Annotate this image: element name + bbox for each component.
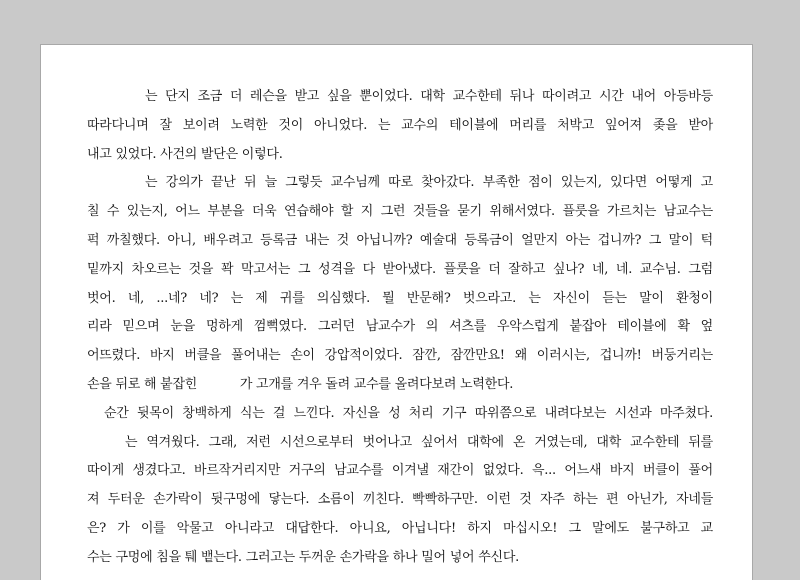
text-line-content: 벗어. 네, ...네? 네? 는 제 귀를 의심했다. 뭘 반문해? 벗으라고. 는 자신이 듣는 말이 환청이 [87, 290, 713, 306]
body-text [87, 83, 713, 573]
text-line [87, 313, 713, 342]
text-line-content: 퍽 까칠했다. 아니, 배우려고 등록금 내는 것 아닙니까? 예술대 등록금이 얼만지 아는 겁니까? 그 말이 턱 [87, 232, 713, 248]
text-line-content: 순간 뒷목이 창백하게 식는 걸 느낀다. 자신을 성 처리 기구 따위쯤으로 내려다보는 시선과 마주쳤다. [104, 405, 713, 421]
text-line-content: 는 역겨웠다. 그래, 저런 시선으로부터 벗어나고 싶어서 대학에 온 거였는데, 대학 교수한테 뒤를 [125, 434, 713, 450]
text-line [87, 515, 713, 544]
text-line [87, 227, 713, 256]
text-line [87, 486, 713, 515]
document-page [41, 45, 752, 580]
text-line [87, 169, 713, 198]
text-line [87, 141, 713, 170]
text-line [87, 198, 713, 227]
text-line [87, 429, 713, 458]
text-line [87, 342, 713, 371]
text-line-content: 은? 가 이를 악물고 아니라고 대답한다. 아니요, 아닙니다! 하지 마십시오! 그 말에도 불구하고 교 [87, 520, 713, 536]
text-line-content: 따라다니며 잘 보이려 노력한 것이 아니었다. 는 교수의 테이블에 머리를 처박고 잎어져 좆을 받아 [87, 117, 713, 133]
text-line-content: 밑까지 차오르는 것을 꽉 막고서는 그 성격을 다 받아냈다. 플룻을 더 잘하고 싶나? 네, 네. 교수님. 그럼 [87, 261, 713, 277]
text-line [87, 256, 713, 285]
text-line [87, 371, 713, 400]
text-line-content: 따이게 생겼다고. 바르작거리지만 거구의 남교수를 이겨낼 재간이 없었다. 윽... 어느새 바지 버클이 풀어 [87, 463, 713, 479]
text-line [87, 457, 713, 486]
text-line-content: 어뜨렸다. 바지 버클을 풀어내는 손이 강압적이었다. 잠깐, 잠깐만요! 왜 이러시는, 겁니까! 버둥거리는 [87, 348, 713, 364]
text-line [87, 285, 713, 314]
text-line-content: 내고 있었다. 사건의 발단은 이렇다. [87, 146, 283, 162]
text-line [87, 544, 713, 573]
text-line-content: 칠 수 있는지, 어느 부분을 더욱 연습해야 할 지 그런 것들을 묻기 위해서였다. 플룻을 가르치는 남교수는 [87, 204, 713, 220]
text-line-content: 손을 뒤로 해 붙잡힌 가 고개를 겨우 돌려 교수를 올려다보려 노력한다. [87, 376, 514, 392]
text-line-content: 는 강의가 끝난 뒤 늘 그렇듯 교수님께 따로 찾아갔다. 부족한 점이 있는지, 있다면 어떻게 고 [145, 175, 713, 191]
text-line-content: 져 두터운 손가락이 뒷구멍에 닿는다. 소름이 끼친다. 빡빡하구만. 이런 것 자주 하는 편 아닌가, 자네들 [87, 492, 713, 508]
text-line-content: 리라 믿으며 눈을 멍하게 껌뻑였다. 그러던 남교수가 의 셔츠를 우악스럽게 붙잡아 테이블에 확 엎 [87, 319, 713, 335]
text-line-content: 수는 구멍에 침을 퉤 뱉는다. 그러고는 두꺼운 손가락을 하나 밀어 넣어 쑤신다. [87, 549, 520, 565]
text-line [87, 83, 713, 112]
text-line-content: 는 단지 조금 더 레슨을 받고 싶을 뿐이었다. 대학 교수한테 뒤나 따이려고 시간 내어 아등바등 [145, 89, 713, 104]
text-line [87, 112, 713, 141]
text-line [87, 400, 713, 429]
